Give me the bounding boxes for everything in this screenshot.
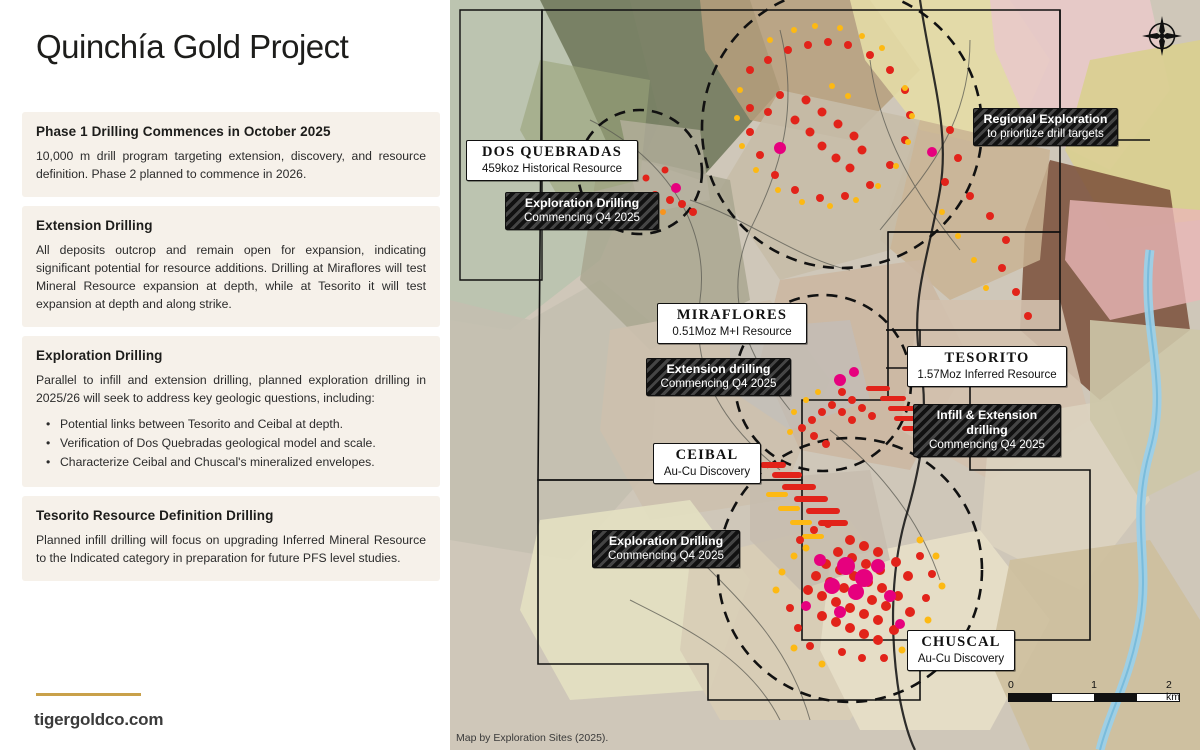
- scale-label-2: 2 km: [1166, 679, 1180, 703]
- content-cards: [22, 112, 440, 590]
- program-name: Exploration Drilling: [524, 196, 640, 210]
- scale-bar-graphic: [1008, 693, 1180, 702]
- scale-seg: [1052, 694, 1095, 701]
- card-body: All deposits outcrop and remain open for expansion, indicating significant potential for resource additions. Drilling at Miraflores will test Mineral Resource expansion at depth, while at Tesorito it will test expansion at depth and along strike.: [36, 243, 426, 312]
- list-item: • Potential links between Tesorito and Ceibal at depth.: [36, 415, 426, 433]
- map-credit: Map by Exploration Sites (2025).: [456, 732, 609, 744]
- card-bullet-list: [36, 415, 426, 471]
- card-tesorito-resource-definition: [22, 496, 440, 581]
- list-item: • Verification of Dos Quebradas geological model and scale.: [36, 434, 426, 452]
- deposit-name: DOS QUEBRADAS: [481, 144, 623, 160]
- deposit-label-miraflores[interactable]: [657, 303, 807, 344]
- card-phase1: [22, 112, 440, 197]
- program-label-infill-extension-drilling[interactable]: [913, 404, 1061, 457]
- card-heading: Phase 1 Drilling Commences in October 2025: [36, 124, 331, 139]
- scale-seg: [1094, 694, 1137, 701]
- scale-seg: [1009, 694, 1052, 701]
- page-title: Quinchía Gold Project: [36, 28, 349, 65]
- card-heading: Tesorito Resource Definition Drilling: [36, 507, 274, 523]
- program-name: Regional Exploration: [983, 112, 1108, 126]
- deposit-resource: Au-Cu Discovery: [663, 465, 751, 478]
- deposit-name: TESORITO: [944, 350, 1030, 366]
- scale-label-0: 0: [1008, 679, 1014, 691]
- deposit-resource: 1.57Moz Inferred Resource: [917, 368, 1057, 381]
- deposit-label-dos-quebradas[interactable]: [466, 140, 638, 181]
- program-name: Exploration Drilling: [608, 534, 724, 548]
- program-label-extension-drilling[interactable]: [646, 358, 791, 396]
- program-label-exploration-drilling-dq[interactable]: [505, 192, 659, 230]
- deposit-resource: 0.51Moz M+I Resource: [672, 325, 792, 338]
- deposit-name: CHUSCAL: [921, 634, 1001, 650]
- program-timing: to prioritize drill targets: [987, 126, 1104, 140]
- card-heading: Exploration Drilling: [36, 348, 163, 364]
- program-name: Infill & Extension drilling: [936, 408, 1038, 437]
- deposit-label-tesorito[interactable]: [907, 346, 1067, 387]
- program-label-regional-exploration[interactable]: [973, 108, 1118, 146]
- scale-label-1: 1: [1091, 679, 1097, 691]
- website-url[interactable]: tigergoldco.com: [34, 710, 164, 729]
- map-panel[interactable]: [450, 0, 1200, 750]
- deposit-resource: Au-Cu Discovery: [917, 652, 1005, 665]
- card-body: 10,000 m drill program targeting extension, discovery, and resource definition. Phase 2 planned to commence in 2026.: [36, 149, 426, 182]
- program-timing: Commencing Q4 2025: [524, 210, 640, 224]
- deposit-name: CEIBAL: [675, 447, 739, 463]
- scale-tick-labels: [1008, 679, 1180, 703]
- program-name: Extension drilling: [666, 362, 771, 376]
- program-timing: Commencing Q4 2025: [929, 437, 1045, 451]
- program-timing: Commencing Q4 2025: [608, 548, 724, 562]
- deposit-label-ceibal[interactable]: [653, 443, 761, 484]
- card-extension-drilling: [22, 206, 440, 327]
- program-label-exploration-drilling-chuscal[interactable]: [592, 530, 740, 568]
- deposit-resource: 459koz Historical Resource: [482, 162, 622, 175]
- left-panel: [0, 0, 450, 750]
- map-scale-bar: [1008, 679, 1180, 702]
- card-exploration-drilling: [22, 336, 440, 486]
- card-body: Planned infill drilling will focus on upgrading Inferred Mineral Resource to the Indicated category in preparation for future PFS level studies.: [36, 532, 426, 565]
- accent-rule: [36, 693, 141, 696]
- program-timing: Commencing Q4 2025: [660, 376, 777, 390]
- deposit-label-chuscal[interactable]: [907, 630, 1015, 671]
- deposit-name: MIRAFLORES: [676, 307, 788, 323]
- card-body: Parallel to infill and extension drilling, planned exploration drilling in 2025/26 will seek to address key geologic questions, including:: [36, 373, 426, 406]
- compass-rose-icon: [1140, 14, 1184, 63]
- card-heading: Extension Drilling: [36, 218, 153, 234]
- list-item: • Characterize Ceibal and Chuscal's mineralized envelopes.: [36, 453, 426, 471]
